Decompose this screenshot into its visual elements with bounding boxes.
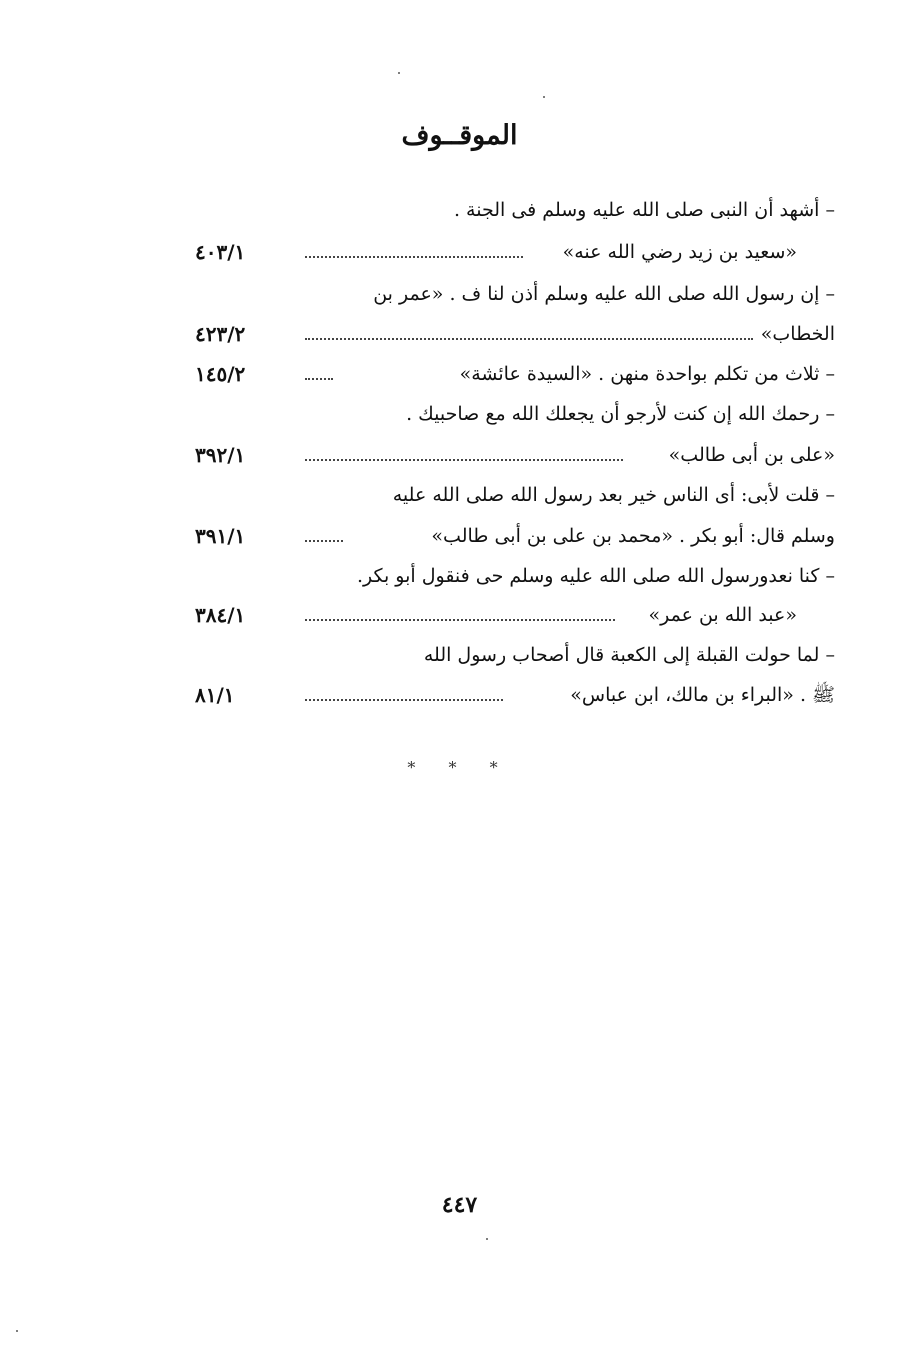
entry-line xyxy=(195,638,835,672)
scan-speck xyxy=(543,96,545,98)
entry-attribution: وسلم قال: أبو بكر . «محمد بن على بن أبى طالب» xyxy=(431,525,835,547)
entry-line xyxy=(195,357,835,391)
leader-dots xyxy=(305,540,343,542)
entry-attribution: «على بن أبى طالب» xyxy=(668,444,835,466)
entry-line xyxy=(195,317,835,351)
scan-speck xyxy=(398,72,400,74)
page-title: الموقــوف xyxy=(401,120,518,151)
entry-text: – أشهد أن النبى صلى الله عليه وسلم فى الجنة . xyxy=(453,199,835,221)
entry-line xyxy=(195,519,835,553)
leader-dots xyxy=(305,378,333,380)
entry-text: – ثلاث من تكلم بواحدة منهن . «السيدة عائشة» xyxy=(459,363,835,385)
leader-dots xyxy=(305,256,523,258)
entry-text: – لما حولت القبلة إلى الكعبة قال أصحاب رسول الله xyxy=(423,644,835,666)
scan-speck xyxy=(16,1330,18,1332)
entry-text: – إن رسول الله صلى الله عليه وسلم أذن لنا ف . «عمر بن xyxy=(373,283,835,305)
page-reference: ٣٨٤/١ xyxy=(195,603,246,627)
page-reference: ١٤٥/٢ xyxy=(195,362,246,386)
entry-line xyxy=(195,478,835,512)
page-reference: ٣٩١/١ xyxy=(195,524,246,548)
entry-line xyxy=(195,598,835,632)
entry-line xyxy=(195,438,835,472)
page-reference: ٣٩٢/١ xyxy=(195,443,246,467)
page-number: ٤٤٧ xyxy=(441,1192,478,1218)
entry-line xyxy=(195,559,835,593)
entry-attribution: الخطاب» xyxy=(760,323,835,345)
entry-text: – قلت لأبى: أى الناس خير بعد رسول الله صلى الله عليه xyxy=(392,484,835,506)
entry-line xyxy=(195,193,835,227)
scan-speck xyxy=(486,1238,488,1240)
leader-dots xyxy=(305,619,615,621)
section-separator-stars: * * * xyxy=(407,758,512,777)
entry-line xyxy=(195,678,835,712)
leader-dots xyxy=(305,338,753,340)
entry-attribution: ﷺ . «البراء بن مالك، ابن عباس» xyxy=(570,684,835,706)
entry-attribution: «سعيد بن زيد رضي الله عنه» xyxy=(562,241,797,263)
entry-line xyxy=(195,277,835,311)
entry-attribution: «عبد الله بن عمر» xyxy=(648,604,797,626)
leader-dots xyxy=(305,699,503,701)
leader-dots xyxy=(305,459,623,461)
page-reference: ٨١/١ xyxy=(195,683,235,707)
entry-text: – رحمك الله إن كنت لأرجو أن يجعلك الله مع صاحبيك . xyxy=(406,403,835,425)
entry-text: – كنا نعدورسول الله صلى الله عليه وسلم حى فنقول أبو بكر. xyxy=(356,565,835,587)
page-reference: ٤٢٣/٢ xyxy=(195,322,246,346)
page-reference: ٤٠٣/١ xyxy=(195,240,246,264)
entry-line xyxy=(195,235,835,269)
entry-line xyxy=(195,397,835,431)
